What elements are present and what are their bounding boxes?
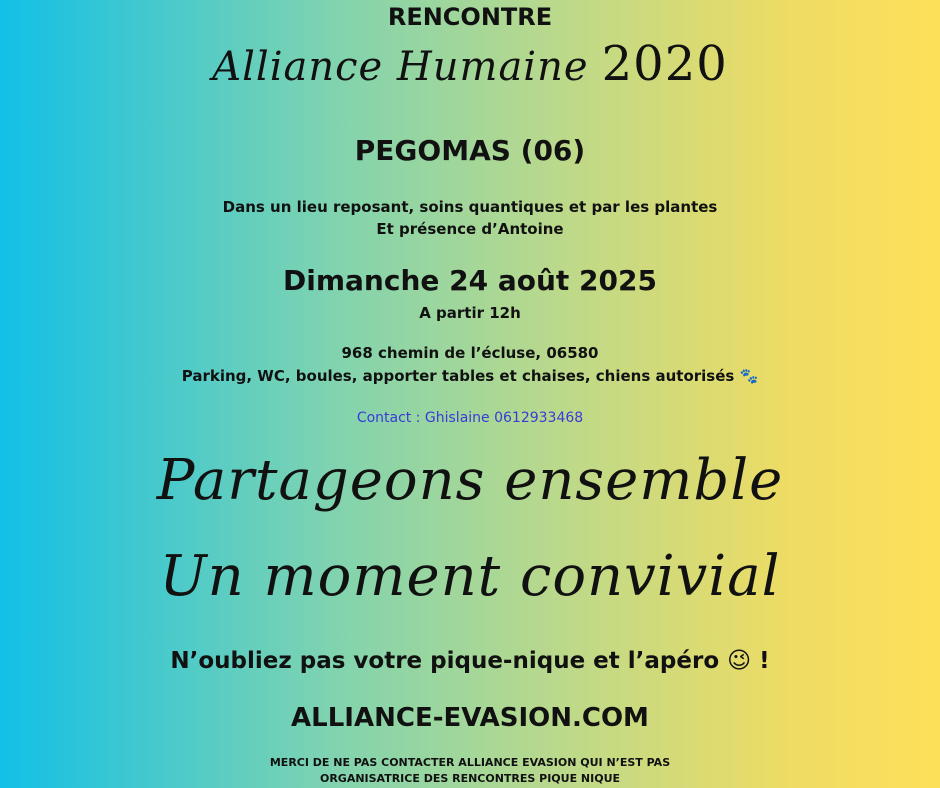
disclaimer-line-2: ORGANISATRICE DES RENCONTRES PIQUE NIQUE bbox=[319, 772, 621, 785]
amenities-text: Parking, WC, boules, apporter tables et chaises, chiens autorisés bbox=[181, 367, 735, 385]
location-title: PEGOMAS (06) bbox=[354, 134, 586, 167]
website-url: ALLIANCE-EVASION.COM bbox=[291, 703, 649, 733]
eyebrow-rencontre: RENCONTRE bbox=[387, 3, 553, 31]
paw-icon: 🐾 bbox=[739, 367, 759, 385]
slogan-line-1: Partageons ensemble bbox=[156, 448, 784, 513]
contact-info: Contact : Ghislaine 0612933468 bbox=[356, 410, 584, 426]
reminder bbox=[0, 648, 940, 674]
address-street: 968 chemin de l’écluse, 06580 bbox=[341, 344, 599, 362]
event-date: Dimanche 24 août 2025 bbox=[283, 264, 657, 297]
event-title bbox=[0, 36, 940, 98]
disclaimer-line-1: MERCI DE NE PAS CONTACTER ALLIANCE EVASION QUI N’EST PAS bbox=[269, 756, 671, 769]
slogan-line-2: Un moment convivial bbox=[159, 544, 781, 609]
reminder-end: ! bbox=[759, 648, 770, 674]
description-line-1: Dans un lieu reposant, soins quantiques et par les plantes bbox=[222, 198, 718, 216]
description-line-2: Et présence d’Antoine bbox=[376, 220, 564, 238]
event-title-year: 2020 bbox=[601, 36, 728, 92]
address-amenities bbox=[0, 367, 940, 385]
event-time: A partir 12h bbox=[419, 304, 521, 322]
event-title-script: Alliance Humaine bbox=[212, 44, 589, 90]
wink-icon: 😉 bbox=[727, 648, 752, 674]
reminder-text: N’oubliez pas votre pique-nique et l’apéro bbox=[170, 648, 720, 674]
